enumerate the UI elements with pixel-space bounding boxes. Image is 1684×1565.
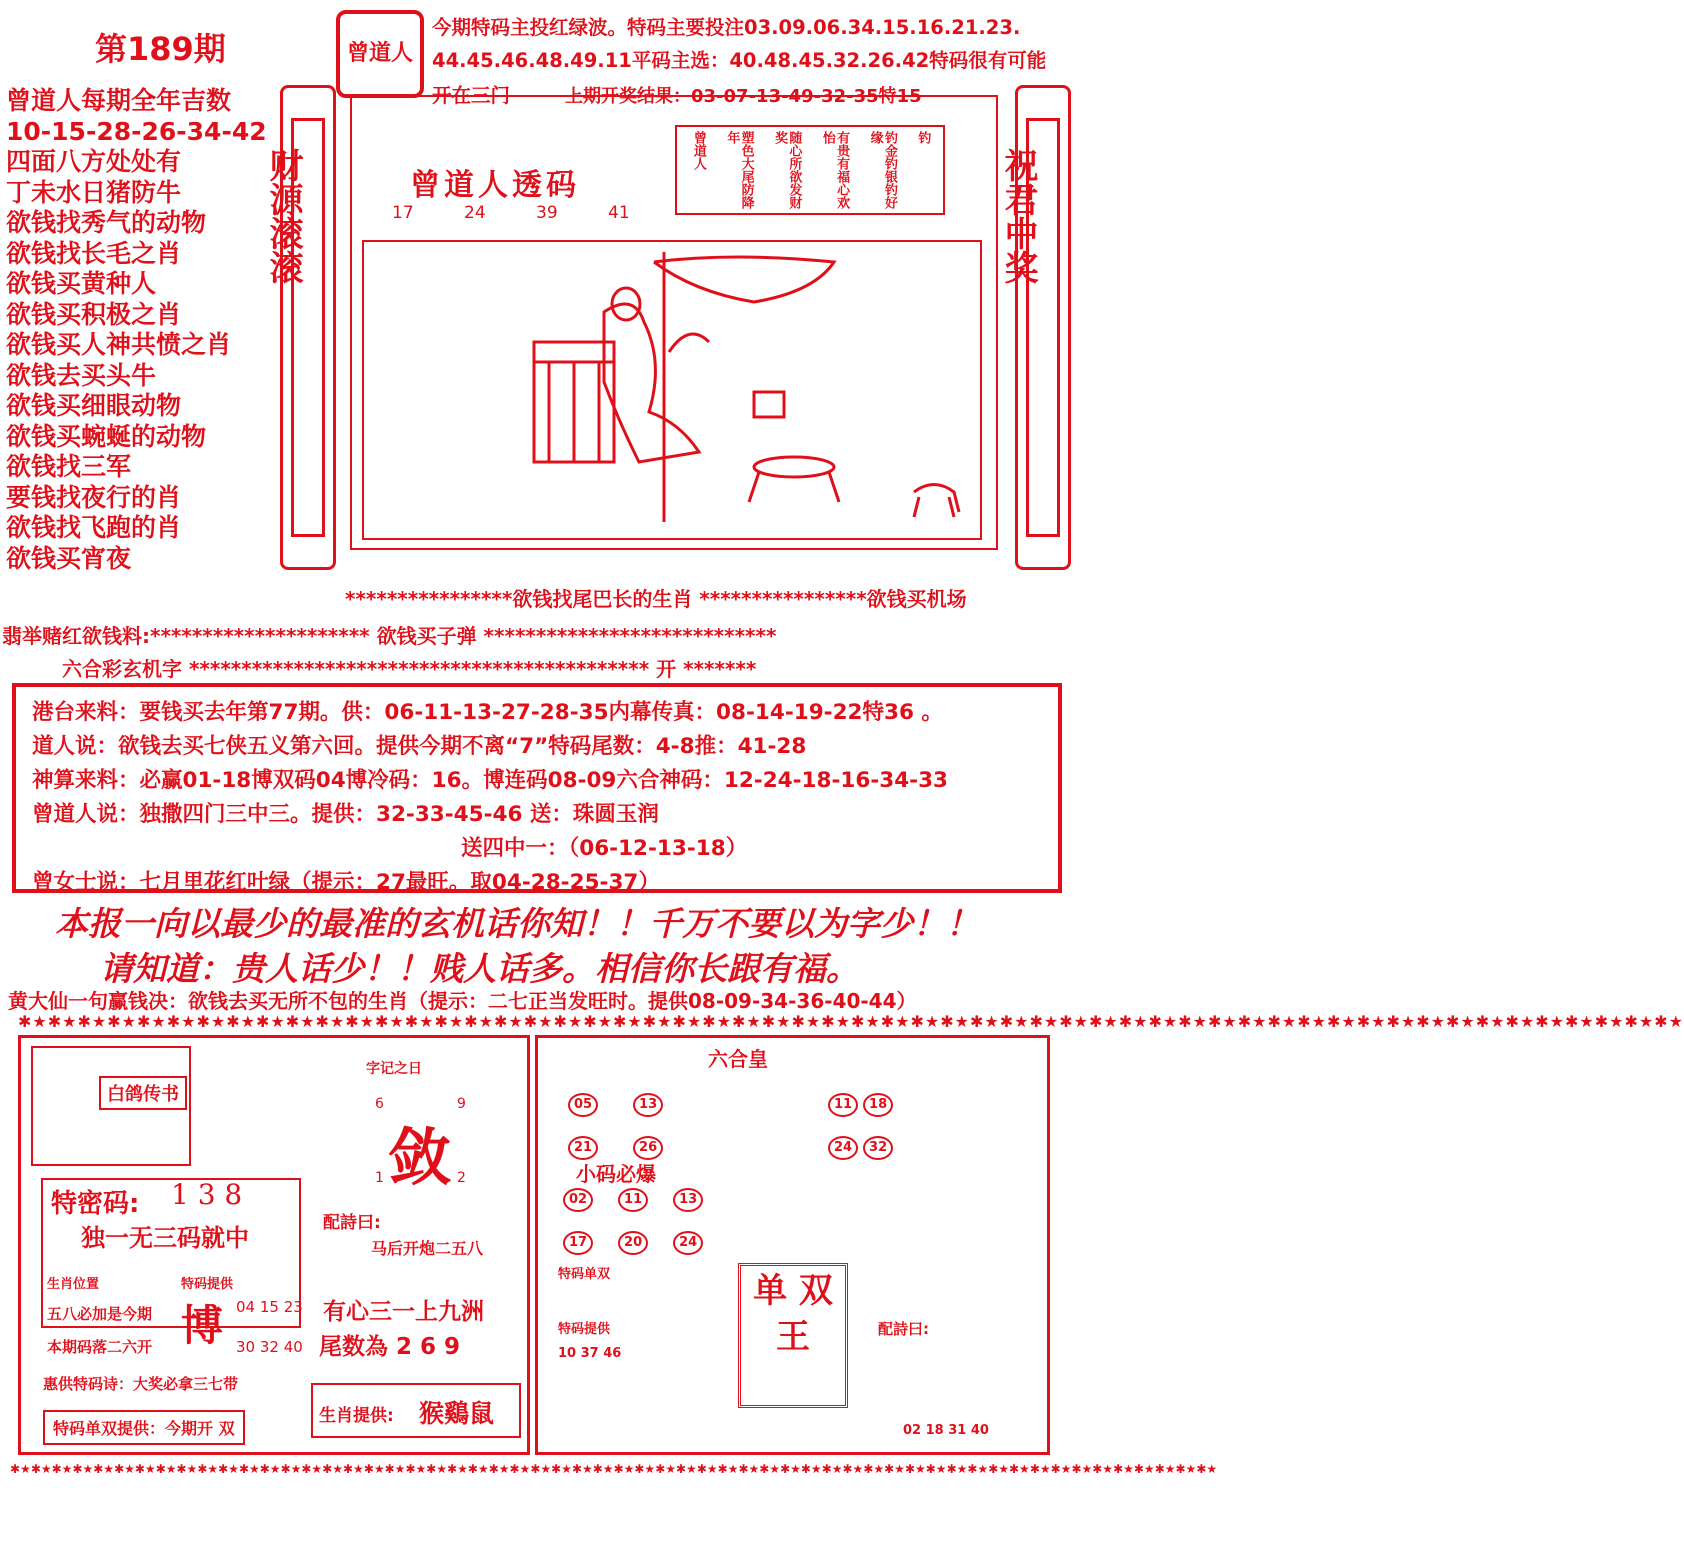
- shengxiao-label: 生肖提供:: [319, 1406, 394, 1426]
- info-line: 送四中一：（06-12-13-18）: [461, 836, 748, 861]
- star-line-3: 六合彩玄机字 ******************************************** 开 *******: [62, 657, 757, 681]
- list-item: 欲钱买蜿蜒的动物: [6, 421, 207, 451]
- single-double-king: 单 双 王: [738, 1263, 848, 1408]
- star-line-2: 翡举赌红欲钱料:********************* 欲钱买子弹 ****************************: [2, 624, 777, 648]
- peishi-text: 马后开炮二五八: [371, 1239, 484, 1258]
- special-supply: 特码提供: [558, 1322, 611, 1337]
- tail-line: 尾数為 2 6 9: [319, 1334, 461, 1360]
- list-item: 欲钱找飞跑的肖: [6, 513, 182, 542]
- list-item: 曾道人每期全年吉数: [6, 86, 232, 115]
- scroll-poem: 钓 钓金钓银钓好缘 有贵有福心欢怡 随心所欲发财奖 塑色大尾防降年 曾道人: [675, 125, 945, 215]
- list-item: 10-15-28-26-34-42: [6, 116, 267, 146]
- list-item: 欲钱买人神共愤之肖: [6, 330, 232, 359]
- info-line: 道人说：欲钱去买七侠五义第六回。提供今期不离“7”特码尾数：4-8推：41-28: [32, 734, 807, 759]
- special-label: 特密码:: [51, 1189, 140, 1219]
- list-item: 欲钱买积极之肖: [6, 299, 182, 329]
- poem-line: 惠供特码诗：大奖必拿三七带: [43, 1375, 239, 1393]
- special-double: 特码单双: [558, 1267, 611, 1282]
- dial-number: 9: [457, 1096, 466, 1112]
- scroll-title: 曾道人透码: [410, 168, 580, 203]
- shengxiao: 猴鷄鼠: [419, 1399, 495, 1428]
- slogan-2: 请知道：贵人话少！！贱人话多。相信你长跟有福。: [100, 949, 859, 988]
- peishi-label: 配詩曰:: [323, 1213, 381, 1233]
- center-char: 敛: [389, 1121, 452, 1194]
- dial-number: 6: [375, 1096, 384, 1112]
- zodiac-label: 生肖位置: [47, 1277, 100, 1292]
- supply-numbers: 10 37 46: [558, 1346, 622, 1361]
- top-line-3: 开在三门: [432, 84, 511, 107]
- list-item: 欲钱找三军: [6, 452, 132, 481]
- right-peishi: 配詩曰:: [878, 1320, 929, 1338]
- special-provide: 特码提供: [181, 1277, 234, 1292]
- heart-line: 有心三一上九洲: [323, 1299, 484, 1325]
- info-line: 曾道人说：独撒四门三中三。提供：32-33-45-46 送：珠圆玉润: [32, 802, 659, 827]
- balls-c: 02 11 13 17 20 24: [563, 1188, 743, 1255]
- huang-line: 黄大仙一句赢钱决：欲钱去买无所不包的生肖（提示：二七正当发旺时。提供08-09-34-36-40-44）: [8, 989, 917, 1013]
- dial-number: 1: [375, 1170, 384, 1186]
- list-item: 欲钱去买头牛: [6, 360, 157, 390]
- seal-logo: 曾道人: [336, 10, 424, 98]
- scroll-rod-right: 祝君中奖: [1015, 85, 1071, 570]
- info-line: 港台来料：要钱买去年第77期。供：06-11-13-27-28-35内幕传真：08-14-19-22特36 。: [32, 700, 943, 725]
- list-item: 欲钱买黄种人: [6, 269, 157, 298]
- bo-char: 博: [181, 1301, 224, 1350]
- slogan-1: 本报一向以最少的最准的玄机话你知！！千万不要以为字少！！: [55, 904, 979, 943]
- last-result: 上期开奖结果：03-07-13-49-32-35特15: [565, 86, 922, 107]
- bottom-numbers: 02 18 31 40: [903, 1423, 989, 1438]
- info-line: 曾女士说：七月里花红叶绿（提示：27最旺。取04-28-25-37）: [32, 870, 660, 895]
- balls-b: 11 18 24 32: [828, 1093, 893, 1160]
- star-line-1: ****************欲钱找尾巴长的生肖 ****************欲钱买机场: [345, 587, 967, 611]
- list-item: 欲钱买宵夜: [6, 543, 132, 573]
- right-title: 六合皇: [708, 1047, 768, 1071]
- list-item: 欲钱找秀气的动物: [6, 208, 207, 237]
- special-numbers: 1 3 8: [171, 1178, 243, 1211]
- bottom-divider: ✱★✱★✱★✱★✱★✱★✱★✱★✱★✱★✱★✱★✱★✱★✱★✱★✱★✱★✱★✱★✱★✱★✱★✱★✱★✱★✱★✱★✱★✱★✱★✱★✱★✱★✱★✱★✱★✱★✱★✱★✱★✱★✱★✱★✱★✱★✱★✱★✱★✱★✱★✱★✱★✱★✱★✱★✱★✱★: [10, 1462, 1218, 1476]
- dial-number: 2: [457, 1170, 466, 1186]
- top-line-2: 44.45.46.48.49.11平码主选：40.48.45.32.26.42特码很有可能: [432, 49, 1047, 72]
- bo-numbers: 30 32 40: [236, 1338, 303, 1356]
- info-line: 神算来料：必赢01-18博双码04博冷码：16。博连码08-09六合神码：12-24-18-16-34-33: [32, 768, 948, 793]
- divider-row: ✱★✱★✱★✱★✱★✱★✱★✱★✱★✱★✱★✱★✱★✱★✱★✱★✱★✱★✱★✱★✱★✱★✱★✱★✱★✱★✱★✱★✱★✱★✱★✱★✱★✱★✱★✱★✱★✱★✱★✱★✱★✱★✱★✱★✱★✱★✱★✱★✱★✱★✱★✱★✱★✱★✱★✱★: [18, 1012, 1684, 1031]
- zodiac-line: 本期码落二六开: [47, 1338, 153, 1356]
- scroll-numbers: 17 24 39 41: [392, 203, 630, 223]
- list-item: 四面八方处处有: [6, 147, 182, 176]
- top-line-1: 今期特码主投红绿波。特码主要投注03.09.06.34.15.16.21.23.: [432, 16, 1021, 39]
- center-title: 字记之日: [366, 1061, 422, 1077]
- scroll-rod-left: 财源滚滚: [280, 85, 336, 570]
- only-one: 独一无三码就中: [81, 1224, 249, 1252]
- bottom-right-panel: [535, 1035, 1050, 1455]
- info-box: [12, 683, 1062, 893]
- single-double: 特码单双提供：今期开 双: [43, 1410, 245, 1445]
- list-item: 要钱找夜行的肖: [6, 482, 182, 512]
- list-item: 欲钱找长毛之肖: [6, 238, 182, 268]
- list-item: 丁未水日猪防牛: [6, 177, 182, 207]
- issue-number: 第189期: [95, 30, 226, 68]
- header: 白鸽传书: [99, 1076, 187, 1110]
- bottom-left-panel: [18, 1035, 530, 1455]
- illustration: [362, 240, 982, 540]
- small-code: 小码必爆: [576, 1162, 656, 1186]
- list-item: 欲钱买细眼动物: [6, 391, 182, 420]
- zodiac-line: 五八必加是今期: [47, 1305, 153, 1323]
- balls-a: 05 13 21 26: [568, 1093, 663, 1160]
- bo-numbers: 04 15 23: [236, 1298, 303, 1316]
